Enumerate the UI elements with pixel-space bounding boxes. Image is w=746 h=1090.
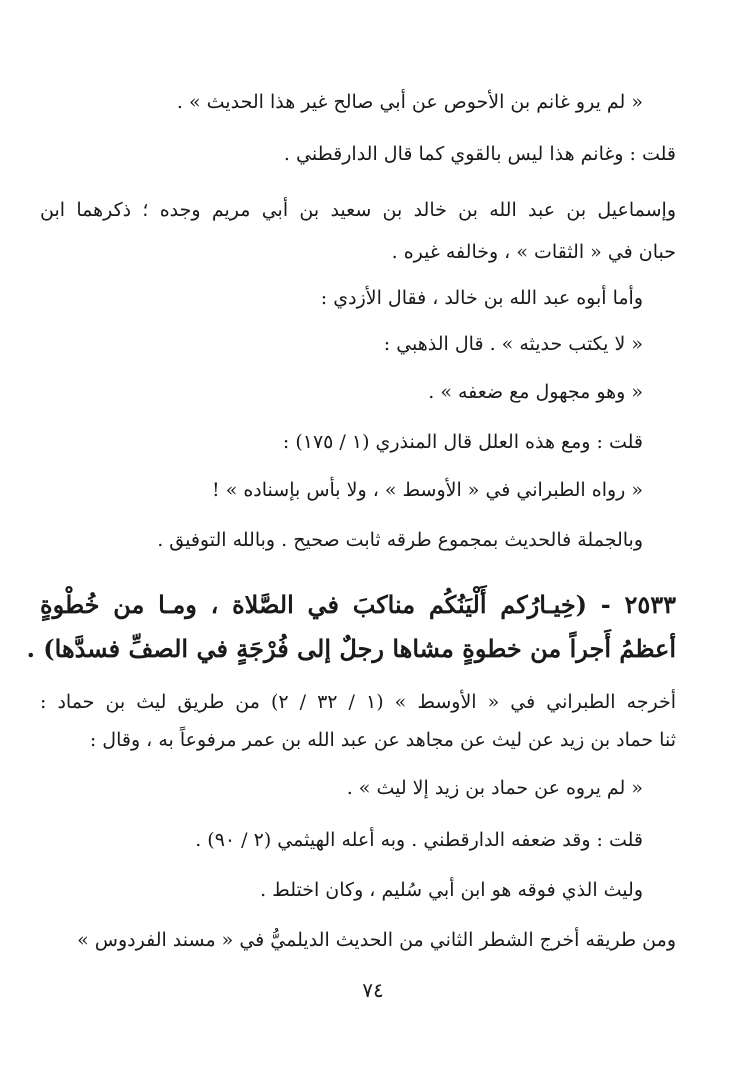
text-line-12: ثنا حماد بن زيد عن ليث عن مجاهد عن عبد الله بن عمر مرفوعاً به ، وقال : xyxy=(89,729,676,751)
hadith-heading-line-1: ٢٥٣٣ - (خِيـارُكم أَلْيَنُكُم مناكبَ في الصَّلاة ، ومـا من خُطْوةٍ xyxy=(40,590,676,619)
text-line-16: ومن طريقه أخرج الشطر الثاني من الحديث الديلميُّ في « مسند الفردوس » xyxy=(77,929,676,951)
text-line-6: « لا يكتب حديثه » . قال الذهبي : xyxy=(383,333,643,355)
text-line-9: « رواه الطبراني في « الأوسط » ، ولا بأس بإسناده » ! xyxy=(212,479,643,501)
text-line-5: وأما أبوه عبد الله بن خالد ، فقال الأزدي : xyxy=(320,287,643,309)
text-line-2: قلت : وغانم هذا ليس بالقوي كما قال الدارقطني . xyxy=(283,143,676,165)
text-line-11: أخرجه الطبراني في « الأوسط » (١ / ٣٢ / ٢) من طريق ليث بن حماد : xyxy=(40,691,677,713)
text-line-8: قلت : ومع هذه العلل قال المنذري (١ / ١٧٥) : xyxy=(282,431,643,453)
hadith-heading-line-2: أعظمُ أَجراً من خطوةٍ مشاها رجلٌ إلى فُرْجَةٍ في الصفِّ فسدَّها) . xyxy=(26,634,676,663)
text-line-14: قلت : وقد ضعفه الدارقطني . وبه أعله الهيثمي (٢ / ٩٠) . xyxy=(195,829,643,851)
text-line-1: « لم يرو غانم بن الأحوص عن أبي صالح غير هذا الحديث » . xyxy=(176,91,643,113)
text-line-3: وإسماعيل بن عبد الله بن خالد بن سعيد بن أبي مريم وجده ؛ ذكرهما ابن xyxy=(40,199,676,221)
text-line-15: وليث الذي فوقه هو ابن أبي سُليم ، وكان اختلط . xyxy=(260,879,643,901)
text-line-10: وبالجملة فالحديث بمجموع طرقه ثابت صحيح . وبالله التوفيق . xyxy=(157,529,643,551)
text-line-4: حبان في « الثقات » ، وخالفه غيره . xyxy=(391,241,676,263)
page-number: ٧٤ xyxy=(362,978,384,1002)
text-line-13: « لم يروه عن حماد بن زيد إلا ليث » . xyxy=(346,777,643,799)
text-line-7: « وهو مجهول مع ضعفه » . xyxy=(428,381,643,403)
